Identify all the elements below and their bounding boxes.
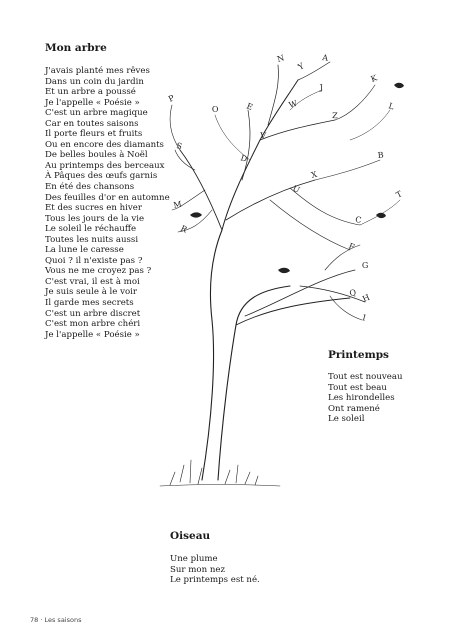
poem-line: Car en toutes saisons	[45, 118, 139, 129]
leaf-letter: T	[394, 189, 404, 200]
poem-line: Et des sucres en hiver	[45, 203, 142, 214]
page-footer: 78 · Les saisons	[30, 616, 82, 624]
poem-line: Et un arbre a poussé	[45, 87, 136, 98]
leaf-letter: P	[167, 93, 176, 104]
poem-line: Toutes les nuits aussi	[45, 234, 139, 245]
leaf-letter: E	[245, 101, 254, 112]
poem-line: Le printemps est né.	[170, 575, 260, 586]
poem-line: Il garde mes secrets	[45, 298, 134, 309]
poem-line: J'avais planté mes rêves	[45, 66, 150, 76]
poem-line: Je suis seule à le voir	[45, 287, 138, 298]
poem-line: Ou en encore des diamants	[45, 139, 164, 150]
poem-line: Une plume	[170, 554, 218, 564]
leaf-letter: Y	[296, 61, 306, 72]
leaf-letter: G	[361, 260, 369, 270]
poem-title-mon-arbre: Mon arbre	[45, 42, 107, 54]
poem-line: De belles boules à Noël	[45, 150, 148, 161]
leaf-letter: N	[276, 53, 286, 64]
poem-line: Les hirondelles	[328, 393, 395, 404]
leaf-letter: M	[172, 199, 183, 210]
leaf-letter: H	[361, 292, 372, 304]
poem-line: La lune le caresse	[45, 245, 124, 256]
poem-line: Au printemps des berceaux	[45, 160, 165, 171]
poem-line: Je l'appelle « Poésie »	[45, 97, 140, 108]
leaf-letter: U	[291, 183, 302, 195]
leaf-letter: D	[239, 153, 249, 164]
leaf-letter: J	[319, 82, 324, 92]
leaf-letter: A	[321, 53, 329, 63]
poem-line: C'est un arbre discret	[45, 308, 141, 319]
leaf-letter: C	[354, 215, 363, 225]
leaf-letter: O	[211, 104, 219, 114]
poem-line: Tout est beau	[328, 382, 387, 393]
poem-title-oiseau: Oiseau	[170, 530, 211, 542]
poem-line: Dans un coin du jardin	[45, 76, 144, 87]
leaf-letter: L	[387, 101, 396, 112]
poem-line: À Pâques des œufs garnis	[45, 171, 158, 182]
leaf-letter: K	[369, 73, 379, 84]
leaf-letter: X	[310, 169, 319, 180]
poem-printemps	[328, 372, 402, 425]
leaf-letter: I	[361, 313, 367, 323]
leaf-letter: F	[347, 241, 356, 252]
poem-title-printemps: Printemps	[328, 349, 389, 361]
tree-illustration	[150, 40, 420, 520]
leaf-letter: Z	[331, 111, 338, 121]
poem-line: Vous ne me croyez pas ?	[45, 266, 152, 277]
poem-line: C'est mon arbre chéri	[45, 319, 141, 330]
leaf-letter: S	[175, 141, 183, 152]
poem-line: En été des chansons	[45, 182, 135, 193]
poem-line: Des feuilles d'or en automne	[45, 192, 170, 203]
poem-line: Sur mon nez	[170, 564, 225, 575]
leaf-letter: Q	[348, 287, 357, 298]
poem-line: Quoi ? il n'existe pas ?	[45, 255, 143, 266]
poem-line: Le soleil le réchauffe	[45, 224, 137, 235]
poem-line: Ont ramené	[328, 403, 380, 414]
poem-line: Je l'appelle « Poésie »	[45, 329, 140, 340]
leaf-letter: V	[259, 131, 267, 141]
leaf-letter: B	[377, 150, 385, 160]
poem-line: C'est un arbre magique	[45, 108, 148, 119]
poem-line: Tous les jours de la vie	[45, 213, 145, 224]
poem-oiseau	[170, 554, 260, 586]
poem-line: C'est vrai, il est à moi	[45, 276, 140, 287]
poem-line: Il porte fleurs et fruits	[45, 129, 143, 140]
poem-line: Tout est nouveau	[328, 372, 403, 382]
leaf-letter: R	[179, 223, 189, 235]
poem-line: Le soleil	[328, 414, 365, 425]
leaf-letter: W	[287, 98, 299, 110]
